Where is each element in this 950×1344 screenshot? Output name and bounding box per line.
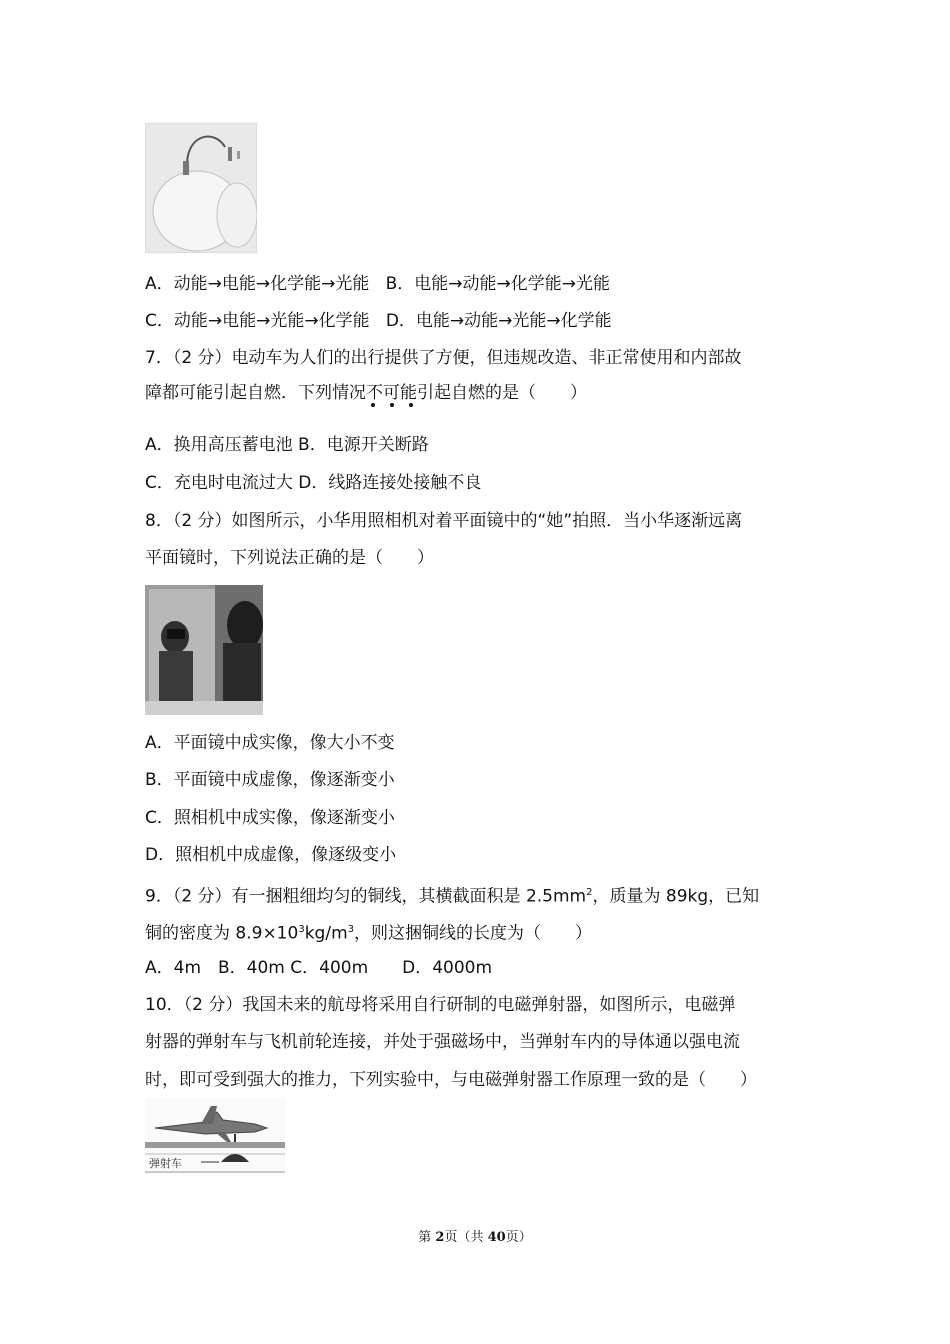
q9-sup-exp: 3 <box>298 924 305 935</box>
q10-stem-line-2: 射器的弹射车与飞机前轮连接，并处于强磁场中，当弹射车内的导体通以强电流 <box>145 1032 740 1052</box>
q8-stem-line-2: 平面镜时，下列说法正确的是（ ） <box>145 548 434 568</box>
q10-stem-line-1: 10．（2 分）我国未来的航母将采用自行研制的电磁弹射器，如图所示，电磁弹 <box>145 995 736 1015</box>
emphasis-dots <box>366 403 417 411</box>
footer-pre: 第 <box>418 1230 436 1245</box>
q9-density-unit: kg/m <box>304 923 348 944</box>
q7-stem-line-1: 7．（2 分）电动车为人们的出行提供了方便，但违规改造、非正常使用和内部故 <box>145 348 742 368</box>
q8-option-c[interactable]: C．照相机中成实像，像逐渐变小 <box>145 808 395 828</box>
q9-stem-post: ，质量为 89kg，已知 <box>592 886 760 907</box>
page-footer <box>0 1226 950 1245</box>
mirror-photo-figure <box>145 585 263 715</box>
q9-stem-line-2 <box>145 918 592 946</box>
q6-options-row-1 <box>145 272 610 296</box>
q7-emphasis-text: 不可能 <box>366 383 417 403</box>
catapult-figure <box>145 1098 285 1174</box>
q9-sup-area: 2 <box>586 887 593 898</box>
q7-options-row-2[interactable]: C．充电时电流过大 D．线路连接处接触不良 <box>145 473 482 493</box>
q9-sup-unit: 3 <box>347 924 355 935</box>
q9-density-pre: 铜的密度为 8.9×10 <box>145 923 299 944</box>
footer-page-number: 2 <box>435 1230 445 1245</box>
q6-option-a[interactable]: A．动能→电能→化学能→光能 <box>145 274 370 294</box>
q9-options[interactable]: A．4m B．40m C．400m D．4000m <box>145 958 493 978</box>
q9-stem-post-2: ，则这捆铜线的长度为（ ） <box>354 923 593 944</box>
catapult-label: 弹射车 <box>149 1157 182 1170</box>
q7-stem-pre: 障都可能引起自燃．下列情况 <box>145 383 366 403</box>
q6-option-b[interactable]: B．电能→动能→化学能→光能 <box>385 274 610 294</box>
q8-option-a[interactable]: A．平面镜中成实像，像大小不变 <box>145 733 395 753</box>
q9-stem-pre: 9．（2 分）有一捆粗细均匀的铜线，其横截面积是 2.5mm <box>145 886 587 907</box>
footer-total-pages: 40 <box>487 1230 506 1245</box>
q9-stem-line-1 <box>145 881 759 909</box>
fruit-battery-figure <box>145 123 257 253</box>
footer-post: 页） <box>505 1230 532 1245</box>
q6-option-d[interactable]: D．电能→动能→光能→化学能 <box>385 311 612 331</box>
q7-stem-post: 引起自燃的是（ ） <box>417 383 587 403</box>
q7-emphasis <box>366 381 417 405</box>
q8-option-b[interactable]: B．平面镜中成虚像，像逐渐变小 <box>145 770 395 790</box>
footer-mid: 页（共 <box>444 1230 488 1245</box>
q8-stem-line-1: 8．（2 分）如图所示，小华用照相机对着平面镜中的“她”拍照．当小华逐渐远离 <box>145 511 743 531</box>
q10-stem-line-3: 时，即可受到强大的推力，下列实验中，与电磁弹射器工作原理一致的是（ ） <box>145 1070 757 1090</box>
q7-stem-line-2 <box>145 381 587 405</box>
q6-option-c[interactable]: C．动能→电能→光能→化学能 <box>145 311 370 331</box>
q6-options-row-2 <box>145 309 612 333</box>
q7-options-row-1[interactable]: A．换用高压蓄电池 B．电源开关断路 <box>145 435 429 455</box>
q8-option-d[interactable]: D．照相机中成虚像，像逐级变小 <box>145 845 397 865</box>
